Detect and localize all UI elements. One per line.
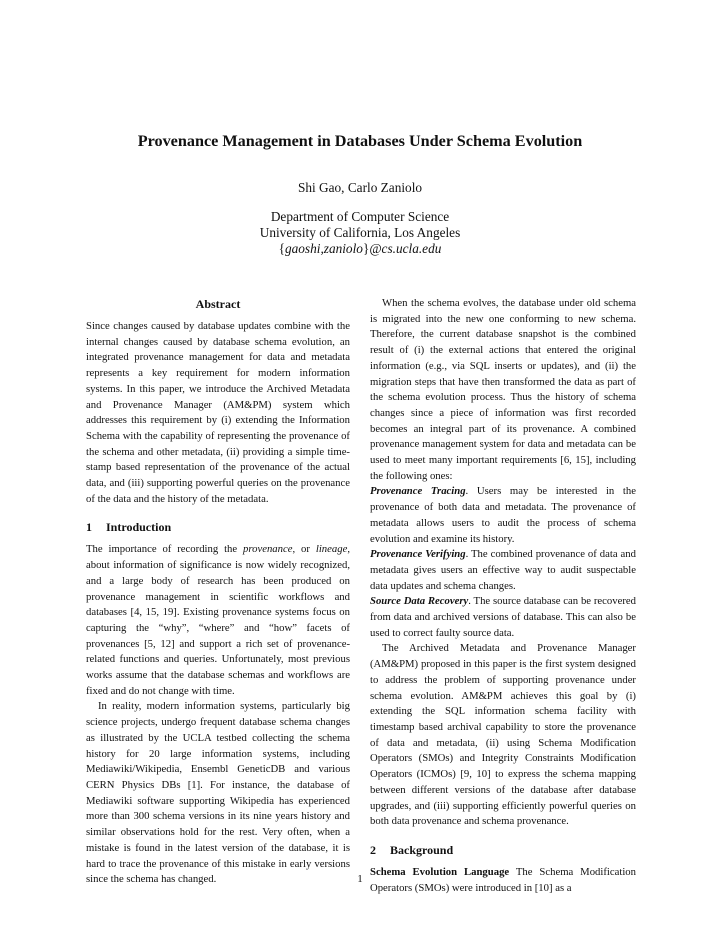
text-run: . The source database can be recovered from data and archived versions of database. This can also be used to correct faulty source data.	[370, 595, 636, 639]
emphasis-provenance: provenance	[243, 543, 293, 556]
email-names: gaoshi,zaniolo	[284, 241, 363, 256]
run-in-heading: Source Data Recovery	[370, 595, 469, 608]
provenance-verifying-paragraph	[370, 547, 636, 594]
email-domain: @cs.ucla.edu	[369, 241, 442, 256]
run-in-heading: Schema Evolution Language	[370, 865, 510, 878]
text-run: . The combined provenance of data and metadata gives users an effective way to audit suspectable data updates and schema changes.	[370, 548, 636, 592]
text-run: The importance of recording the	[86, 543, 244, 556]
provenance-tracing-paragraph	[370, 484, 636, 547]
text-run: , or	[292, 543, 316, 556]
source-recovery-paragraph	[370, 594, 636, 641]
section-title: Introduction	[106, 520, 172, 535]
email-address	[0, 241, 720, 257]
run-in-heading: Provenance Tracing	[370, 485, 466, 498]
email-brace-close: }	[362, 241, 370, 256]
abstract-text: Since changes caused by database updates combine with the internal changes caused by database schema evolution, an integrated provenance management for data and metadata represents a key requirement for modern information systems. In this paper, we introduce the Archived Metadata and Provenance Manager (AM&PM) system which addresses this requirement by (i) extending the Information Schema with the capability of representing the provenance of the schema and other metadata, (ii) providing a simple time-stamp based representation of the provenance of the actual data, and (iii) supporting powerful queries on the provenance of the data and the history of the metadata.	[86, 320, 350, 505]
right-paragraph-2: The Archived Metadata and Provenance Manager (AM&PM) proposed in this paper is the first system designed to address the problem of supporting provenance under schema evolution. AM&PM achieves this goal by (i) extending the SQL information schema facility with timestamp based archival capability to store the provenance of data and metadata, (ii) using Schema Modification Operators (SMOs) and Integrity Constraints Modification Operators (ICMOs) [9, 10] to express the schema mapping between different versions of the database after database upgrades, and (iii) supporting efficiently powerful queries on both data provenance and schema provenance.	[370, 642, 636, 828]
paper-title: Provenance Management in Databases Under Schema Evolution	[137, 132, 583, 150]
run-in-heading: Provenance Verifying	[370, 548, 466, 561]
section-heading-introduction	[86, 519, 350, 535]
email-brace-open: {	[278, 241, 285, 256]
right-paragraph-1: When the schema evolves, the database under old schema is migrated into the new one conforming to new schema. Therefore, the current database snapshot is the combined result of (i) the external actions that entered the original information (e.g., via SQL inserts or updates), and (ii) the migration steps that have then transformed the data as part of the schema evolution process. Thus the history of schema changes since a piece of information was first recorded becomes an integral part of its provenance. A combined provenance management system for data and metadata can be used to meet many important requirements [6, 15], including the following ones:	[370, 297, 636, 482]
section-heading-background	[370, 842, 636, 858]
university: University of California, Los Angeles	[259, 225, 461, 240]
intro-paragraph-2: In reality, modern information systems, particularly big science projects, undergo frequent database schema changes as illustrated by the UCLA testbed collecting the schema history for 20 large information systems, including Mediawiki/Wikipedia, Ensembl GeneticDB and various CERN Physics DBs [1]. For instance, the database of Mediawiki software supporting Wikipedia has experienced more than 300 schema versions in its nine years history and similar observations hold for the rest. Very often, when a mistake is found in the latest version of the database, it is hard to trace the provenance of this mistake in early versions since the schema has changed.	[86, 700, 350, 886]
left-column	[86, 296, 350, 888]
intro-paragraph-1	[86, 542, 350, 699]
text-run: . Users may be interested in the provenance of both data and metadata. The provenance of metadata allows users to audit the process of schema evolution and examine its history.	[370, 485, 636, 545]
section-number: 1	[86, 520, 92, 535]
department: Department of Computer Science	[270, 209, 450, 224]
abstract-heading: Abstract	[195, 297, 241, 311]
emphasis-lineage: lineage	[315, 543, 348, 556]
affiliation-block	[0, 209, 720, 257]
page-number: 1	[357, 873, 363, 885]
section-number: 2	[370, 842, 376, 857]
author-list: Shi Gao, Carlo Zaniolo	[297, 180, 423, 195]
section-title: Background	[390, 842, 454, 857]
text-run: , about information of significance is now widely recognized, and a large body of research has been produced on provenance management in scientific workflows and databases [4, 15, 19]. Existing provenance systems focus on capturing the “why”, “where” and “how” facets of provenances [5, 12] and support a rich set of provenance-related functions and queries. Unfortunately, most previous works assume that the database schemas and workflows are fixed and do not change with time.	[86, 543, 350, 697]
text-run: The Schema Modification Operators (SMOs) were introduced in [10] as a	[370, 865, 636, 894]
right-column	[370, 296, 636, 896]
